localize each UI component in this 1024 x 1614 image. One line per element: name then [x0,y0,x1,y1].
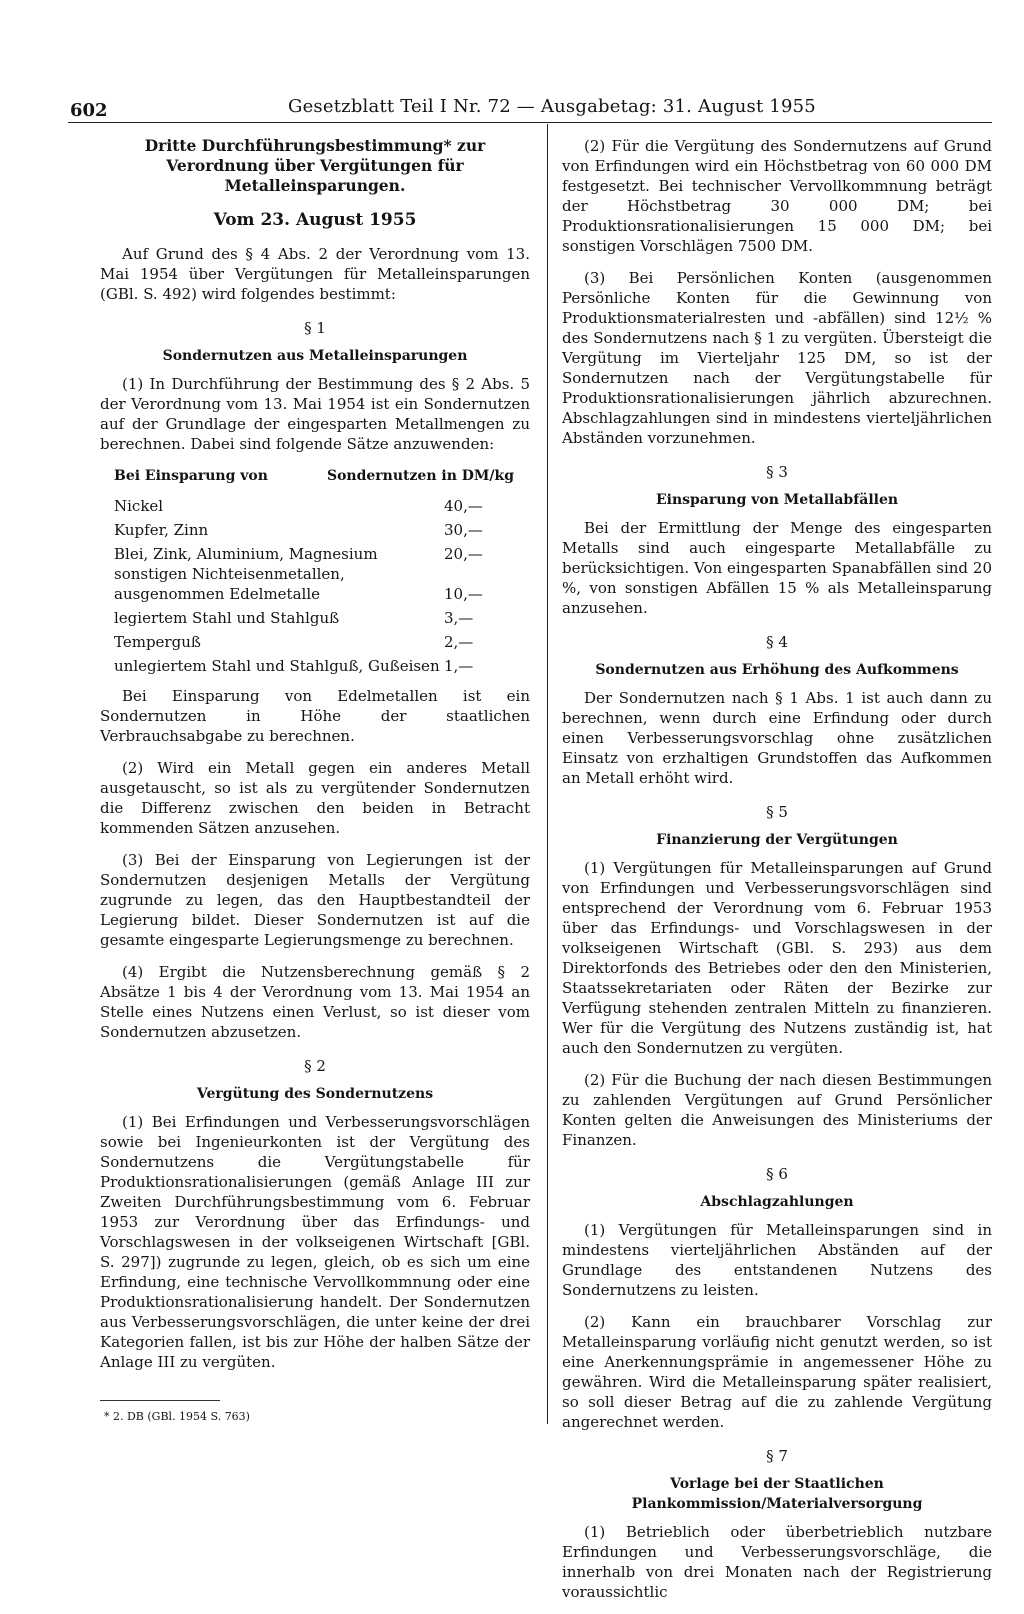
section-1-paragraph-3: (3) Bei der Einsparung von Legierungen ist der Sondernutzen desjenigen Metalls der Vergütung zugrunde zu legen, das den Hauptbestandteil der Legierung bildet. Dieser Sondernutzen ist auf die gesamte eingesparte Legierungsmenge zu berechnen. [100,851,530,949]
footnote-divider [100,1400,220,1401]
rate-value: 40,— [444,497,483,515]
rate-value: 30,— [444,521,483,539]
rate-row [114,492,514,516]
section-3-paragraph-1: Bei der Ermittlung der Menge des eingesparten Metalls sind auch eingesparte Metallabfälle zu berücksichtigen. Von eingesparten Spanabfällen sind 20 %, von sonstigen Abfällen 15 % als Metalleinsparung anzusehen. [562,519,992,617]
rate-value: 20,— [444,545,483,563]
rate-value: 10,— [444,585,483,603]
page-number: 602 [70,100,108,121]
page-header [68,86,992,123]
section-4-title: Sondernutzen aus Erhöhung des Aufkommens [595,662,959,678]
rate-material: Temperguß [114,633,201,651]
section-1-after-table: Bei Einsparung von Edelmetallen ist ein Sondernutzen in Höhe der staatlichen Verbrauchsabgabe zu berechnen. [100,687,530,745]
rates-table [114,466,514,676]
rate-row [114,516,514,540]
section-6-paragraph-2: (2) Kann ein brauchbarer Vorschlag zur Metalleinsparung vorläufig nicht genutzt werden, so ist eine Anerkennungsprämie in angemessener Höhe zu gewähren. Wird die Metalleinsparung später realisiert, so soll dieser Betrag auf die zu zahlende Vergütung angerechnet werden. [562,1313,992,1431]
section-6-title: Abschlagzahlungen [700,1194,854,1210]
section-7-paragraph-1: (1) Betrieblich oder überbetrieblich nutzbare Erfindungen und Verbesserungsvorschläge, die innerhalb von drei Monaten nach der Registrierung voraussichtlic [562,1523,992,1601]
section-1-paragraph-1: (1) In Durchführung der Bestimmung des § 2 Abs. 5 der Verordnung vom 13. Mai 1954 ist ein Sondernutzen auf der Grundlage der eingesparten Metallmengen zu berechnen. Dabei sind folgende Sätze anzuwenden: [100,375,530,453]
footnote: * 2. DB (GBl. 1954 S. 763) [104,1410,250,1423]
rate-row [114,540,514,564]
rate-material: Blei, Zink, Aluminium, Magnesium [114,545,378,563]
rate-value: 2,— [444,633,474,651]
rate-row [114,652,514,676]
rate-value: 3,— [444,609,474,627]
rate-material: sonstigen Nichteisenmetallen, ausgenommen Edelmetalle [114,565,345,603]
section-1-heading: § 1 [304,319,326,337]
rate-material: Nickel [114,497,164,515]
section-2-title: Vergütung des Sondernutzens [196,1086,434,1102]
section-1-title: Sondernutzen aus Metalleinsparungen [162,348,468,364]
section-3-title: Einsparung von Metallabfällen [655,492,899,508]
section-2-paragraph-3: (3) Bei Persönlichen Konten (ausgenommen Persönliche Konten für die Gewinnung von Produktionsmaterialresten und -abfällen) sind 12½ % des Sondernutzens nach § 1 zu vergüten. Übersteigt die Vergütung im Vierteljahr 125 DM, so ist der Sondernutzen nach der Vergütungstabelle für Produktionsrationalisierungen jährlich abzurechnen. Abschlagzahlungen sind in mindestens vierteljährlichen Abständen vorzunehmen. [562,269,992,447]
section-6-heading: § 6 [766,1165,788,1183]
section-6-paragraph-1: (1) Vergütungen für Metalleinsparungen sind in mindestens vierteljährlichen Abständen auf der Grundlage des entstandenen Nutzens des Sondernutzens zu leisten. [562,1221,992,1299]
rate-material: legiertem Stahl und Stahlguß [114,609,340,627]
section-2-paragraph-1: (1) Bei Erfindungen und Verbesserungsvorschlägen sowie bei Ingenieurkonten ist der Vergütung des Sondernutzens die Vergütungstabelle für Produktionsrationalisierungen (gemäß Anlage III zur Zweiten Durchführungsbestimmung vom 6. Februar 1953 zur Verordnung über das Erfindungs- und Vorschlagswesen in der volkseigenen Wirtschaft [GBl. S. 297]) zugrunde zu legen, gleich, ob es sich um eine Erfindung, eine technische Vervollkommnung oder eine Produktionsrationalisierung handelt. Der Sondernutzen aus Verbesserungsvorschlägen, die unter keine der drei Kategorien fallen, ist bis zur Höhe der halben Sätze der Anlage III zu vergüten. [100,1113,530,1371]
section-5-heading: § 5 [766,803,788,821]
section-7-title: Vorlage bei der Staatlichen Plankommission/Materialversorgung [631,1476,923,1512]
rate-row [114,628,514,652]
intro-paragraph: Auf Grund des § 4 Abs. 2 der Verordnung vom 13. Mai 1954 über Vergütungen für Metalleinsparungen (GBl. S. 492) wird folgendes bestimmt: [100,245,530,303]
rate-material: Kupfer, Zinn [114,521,209,539]
rate-row [114,604,514,628]
section-5-title: Finanzierung der Vergütungen [656,832,898,848]
document-title: Dritte Durchführungsbestimmung* zur Verordnung über Vergütungen für Metalleinsparungen. [144,136,486,195]
section-1-paragraph-4: (4) Ergibt die Nutzensberechnung gemäß § 2 Absätze 1 bis 4 der Verordnung vom 13. Mai 1954 an Stelle eines Nutzens einen Verlust, so ist dieser vom Sondernutzen abzusetzen. [100,963,530,1041]
document-date: Vom 23. August 1955 [213,210,417,230]
section-5-paragraph-1: (1) Vergütungen für Metalleinsparungen auf Grund von Erfindungen und Verbesserungsvorschlägen sind entsprechend der Verordnung vom 6. Februar 1953 über das Erfindungs- und Vorschlagswesen in der volkseigenen Wirtschaft (GBl. S. 293) aus dem Direktorfonds des Betriebes oder den den Ministerien, Staatssekretariaten oder Räten der Bezirke zur Verfügung stehenden zentralen Mitteln zu finanzieren. Wer für die Vergütung des Nutzens zuständig ist, hat auch den Sondernutzen zu vergüten. [562,859,992,1057]
section-4-heading: § 4 [766,633,788,651]
rates-header-material: Bei Einsparung von [114,468,268,484]
right-column [562,136,992,1614]
rate-value: 1,— [444,657,474,675]
section-1-paragraph-2: (2) Wird ein Metall gegen ein anderes Metall ausgetauscht, so ist als zu vergütender Sondernutzen die Differenz zwischen den beiden in Betracht kommenden Sätzen anzusehen. [100,759,530,837]
section-7-heading: § 7 [766,1447,788,1465]
left-column [100,136,530,1384]
rate-row [114,564,514,604]
rate-material: unlegiertem Stahl und Stahlguß, Gußeisen [114,657,440,675]
section-3-heading: § 3 [766,463,788,481]
section-2-paragraph-2: (2) Für die Vergütung des Sondernutzens auf Grund von Erfindungen wird ein Höchstbetrag von 60 000 DM festgesetzt. Bei technischer Vervollkommnung beträgt der Höchstbetrag 30 000 DM; bei Produktionsrationalisierungen 15 000 DM; bei sonstigen Vorschlägen 7500 DM. [562,137,992,255]
section-2-heading: § 2 [304,1057,326,1075]
section-4-paragraph-1: Der Sondernutzen nach § 1 Abs. 1 ist auch dann zu berechnen, wenn durch eine Erfindung oder durch einen Verbesserungsvorschlag ohne zusätzlichen Einsatz von erzhaltigen Grundstoffen das Aufkommen an Metall erhöht wird. [562,689,992,787]
header-title: Gesetzblatt Teil I Nr. 72 — Ausgabetag: 31. August 1955 [288,96,816,117]
column-divider [547,124,548,1424]
rates-table-header [114,466,514,486]
rates-header-value: Sondernutzen in DM/kg [326,468,514,484]
section-5-paragraph-2: (2) Für die Buchung der nach diesen Bestimmungen zu zahlenden Vergütungen auf Grund Persönlicher Konten gelten die Anweisungen des Ministeriums der Finanzen. [562,1071,992,1149]
